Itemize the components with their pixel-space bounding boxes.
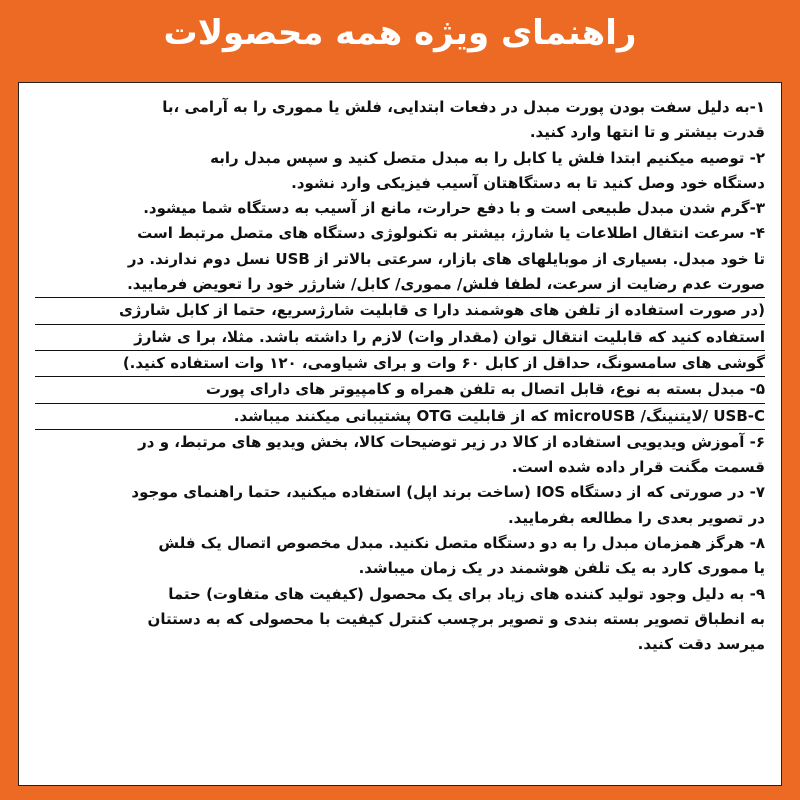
text-line: استفاده کنید که قابلیت انتقال توان (مقدار وات) لازم را داشته باشد. مثلا، برا ی شارژ xyxy=(35,325,765,351)
text-line: ۷- در صورتی که از دستگاه IOS (ساخت برند اپل) استفاده میکنید، حتما راهنمای موجود xyxy=(131,483,765,502)
text-line: صورت عدم رضایت از سرعت، لطفا فلش/ مموری/ کابل/ شارژر خود را تعویض فرمایید. xyxy=(127,275,765,294)
text-line: قدرت بیشتر و تا انتها وارد کنید. xyxy=(529,123,765,142)
text-line: ۹- به دلیل وجود تولید کننده های زیاد برای یک محصول (کیفیت های متفاوت) حتما xyxy=(168,584,765,603)
text-line: ۵- مبدل بسته به نوع، قابل اتصال به تلفن همراه و کامپیوتر های دارای پورت xyxy=(35,377,765,403)
text-line: به انطباق تصویر بسته بندی و تصویر برچسب کنترل کیفیت با محصولی که به دستتان xyxy=(147,609,765,628)
text-line: ۴- سرعت انتقال اطلاعات یا شارژ، بیشتر به تکنولوژی دستگاه های متصل مرتبط است xyxy=(137,224,765,243)
page-title: راهنمای ویژه همه محصولات xyxy=(163,13,637,53)
text-line: تا خود مبدل. بسیاری از موبایلهای های بازار، سرعتی بالاتر از USB نسل دوم ندارند. در xyxy=(127,249,765,268)
text-line: ۳-گرم شدن مبدل طبیعی است و با دفع حرارت، مانع از آسیب به دستگاه شما میشود. xyxy=(143,199,765,218)
text-line: (در صورت استفاده از تلفن های هوشمند دارا ی قابلیت شارژسریع، حتما از کابل شارژی xyxy=(35,297,765,324)
text-line: یا مموری کارد به یک تلفن هوشمند در یک زمان میباشد. xyxy=(358,559,765,578)
text-line: ۸- هرگز همزمان مبدل را به دو دستگاه متصل نکنید. مبدل مخصوص اتصال یک فلش xyxy=(158,534,765,553)
text-line: ۲- توصیه میکنیم ابتدا فلش یا کابل را به مبدل متصل کنید و سپس مبدل رابه xyxy=(210,148,765,167)
text-line: گوشی های سامسونگ، حداقل از کابل ۶۰ وات و برای شیاومی، ۱۲۰ وات استفاده کنید.) xyxy=(35,351,765,377)
text-line: ۶- آموزش ویدیویی استفاده از کالا در زیر توضیحات کالا، بخش ویدیو های مرتبط، و در xyxy=(138,432,765,451)
text-line: ۱-به دلیل سفت بودن پورت مبدل در دفعات ابتدایی، فلش یا مموری را به آرامی ،با xyxy=(162,98,765,116)
text-line: USB-C /لایتنینگ/ microUSB که از قابلیت OTG پشتیبانی میکنند میباشد. xyxy=(35,404,765,430)
text-line: در تصویر بعدی را مطالعه بفرمایید. xyxy=(507,508,765,527)
instructions-panel xyxy=(18,82,782,786)
text-line: دستگاه خود وصل کنید تا به دستگاهتان آسیب فیزیکی وارد نشود. xyxy=(291,173,765,192)
text-line: میرسد دقت کنید. xyxy=(637,635,765,654)
text-line: قسمت مگنت قرار داده شده است. xyxy=(511,458,765,477)
